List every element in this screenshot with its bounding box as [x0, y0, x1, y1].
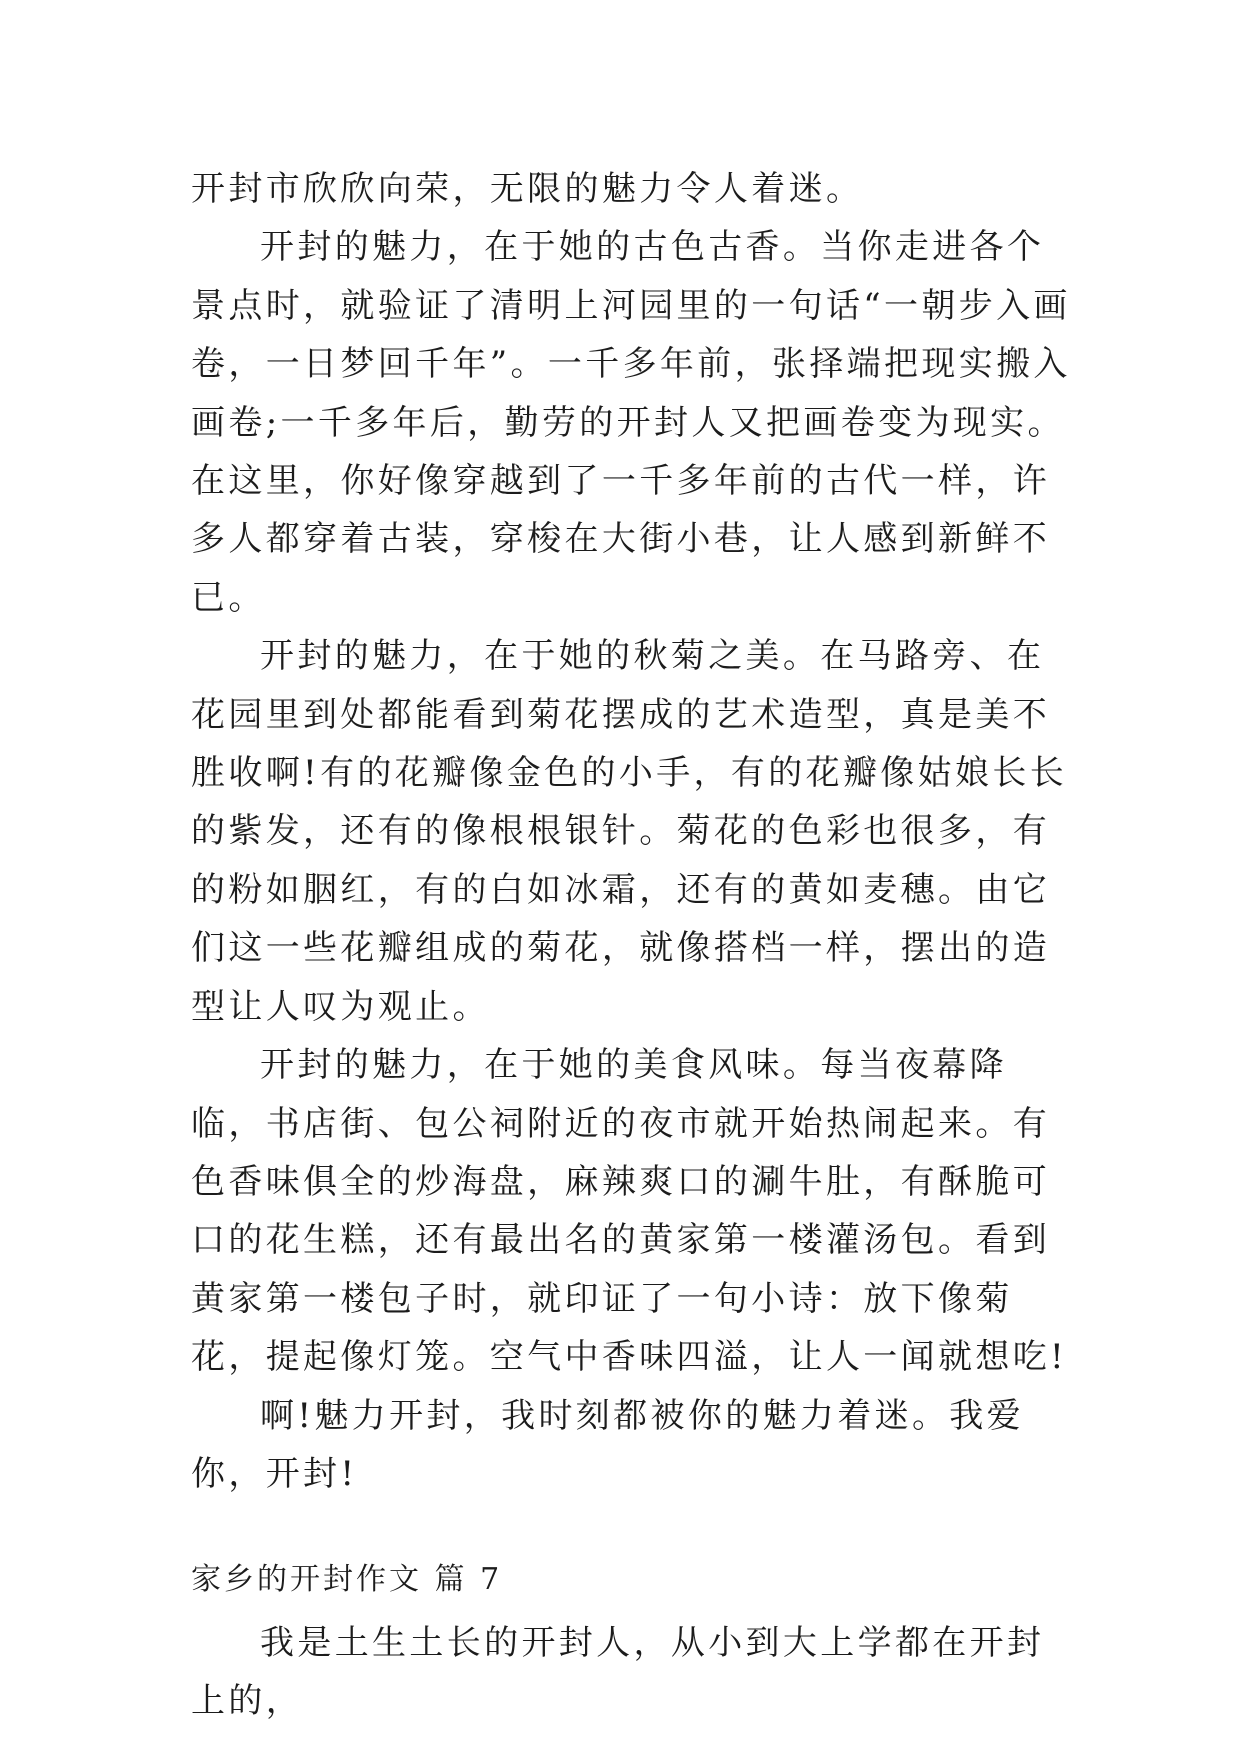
article-body	[191, 160, 1071, 1731]
paragraph-ancient-charm: 开封的魅力，在于她的古色古香。当你走进各个景点时，就验证了清明上河园里的一句话“一朝步入画卷，一日梦回千年”。一千多年前，张择端把现实搬入画卷;一千多年后，勤劳的开封人又把画卷变为现实。在这里，你好像穿越到了一千多年前的古代一样，许多人都穿着古装，穿梭在大街小巷，让人感到新鲜不已。	[191, 227, 1071, 618]
section-paragraph-first: 我是土生土长的开封人，从小到大上学都在开封上的，	[191, 1622, 1045, 1722]
paragraph-food: 开封的魅力，在于她的美食风味。每当夜幕降临，书店街、包公祠附近的夜市就开始热闹起来。有色香味俱全的炒海盘，麻辣爽口的涮牛肚，有酥脆可口的花生糕，还有最出名的黄家第一楼灌汤包。看到黄家第一楼包子时，就印证了一句小诗：放下像菊花，提起像灯笼。空气中香味四溢，让人一闻就想吃!	[191, 1045, 1068, 1378]
paragraph-conclusion: 啊!魅力开封，我时刻都被你的魅力着迷。我爱你，开封!	[191, 1395, 1025, 1494]
paragraph-continued: 开封市欣欣向荣，无限的魅力令人着迷。	[191, 169, 864, 209]
paragraph-chrysanthemum: 开封的魅力，在于她的秋菊之美。在马路旁、在花园里到处都能看到菊花摆成的艺术造型，真是美不胜收啊!有的花瓣像金色的小手，有的花瓣像姑娘长长的紫发，还有的像根根银针。菊花的色彩也很多，有的粉如胭红，有的白如冰霜，还有的黄如麦穗。由它们这一些花瓣组成的菊花，就像搭档一样，摆出的造型让人叹为观止。	[191, 636, 1068, 1027]
section-title: 家乡的开封作文 篇 7	[191, 1562, 503, 1598]
